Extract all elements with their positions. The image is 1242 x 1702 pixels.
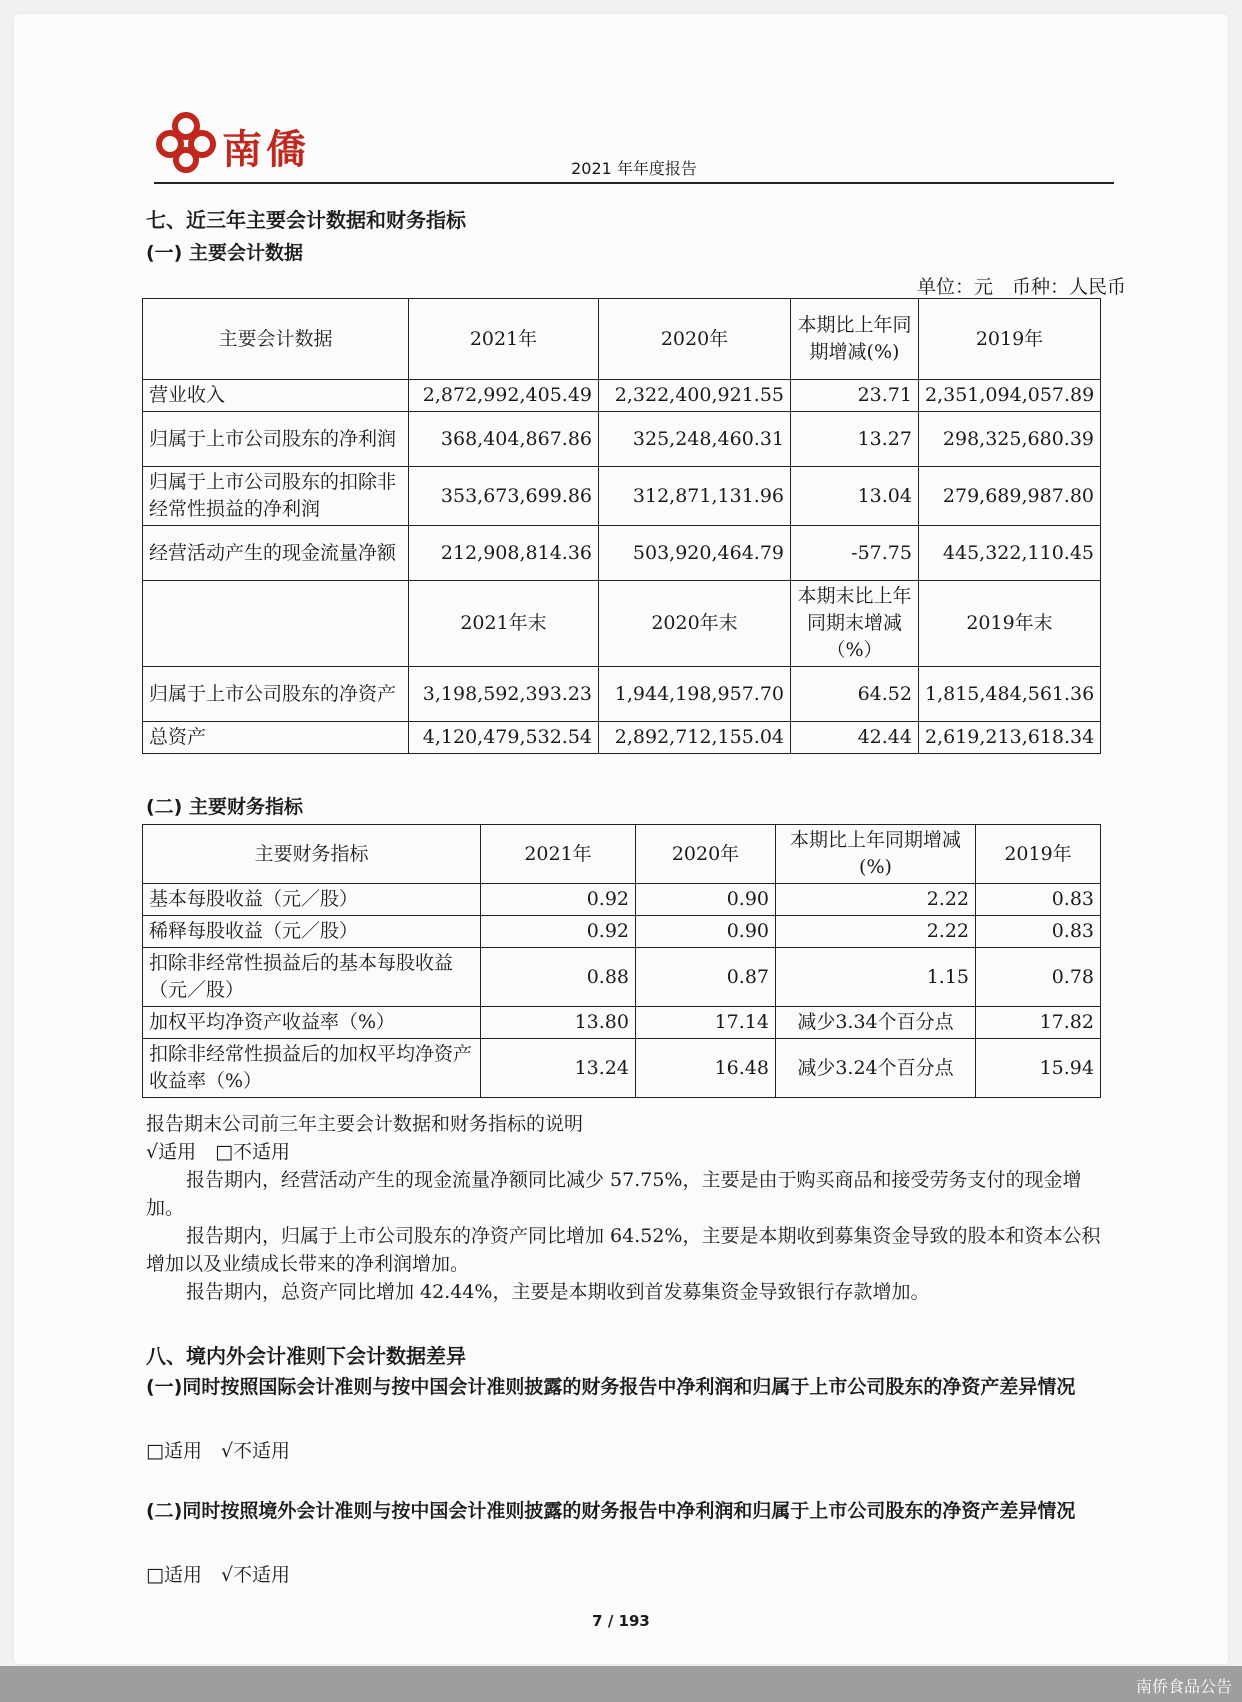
note-applicability: √适用 □不适用 <box>146 1141 291 1163</box>
table-row <box>143 467 1101 526</box>
value-cell: 503,920,464.79 <box>599 526 791 581</box>
value-cell: 368,404,867.86 <box>409 412 599 467</box>
section-8-item-1: (一)同时按照国际会计准则与按中国会计准则披露的财务报告中净利润和归属于上市公司股东的净资产差异情况 <box>146 1376 1076 1398</box>
value-cell: 2,351,094,057.89 <box>919 380 1101 412</box>
header-cell: 2021年末 <box>409 581 599 667</box>
section-8-title: 八、境内外会计准则下会计数据差异 <box>146 1344 466 1368</box>
row-label-cell: 基本每股收益（元／股） <box>143 884 481 916</box>
note-paragraph-3: 报告期内，总资产同比增加 42.44%，主要是本期收到首发募集资金导致银行存款增加。 <box>186 1281 930 1303</box>
header-cell: 2020年末 <box>599 581 791 667</box>
value-cell: 279,689,987.80 <box>919 467 1101 526</box>
section-8-item-1-option: □适用 √不适用 <box>146 1440 291 1462</box>
unit-label: 单位：元 币种：人民币 <box>916 276 1126 298</box>
value-cell: 17.82 <box>976 1007 1101 1039</box>
value-cell: 减少3.24个百分点 <box>776 1039 976 1098</box>
table-header-row <box>143 299 1101 380</box>
header-cell: 2019年 <box>976 825 1101 884</box>
value-cell: 23.71 <box>791 380 919 412</box>
value-cell: 0.92 <box>481 884 636 916</box>
value-cell: 4,120,479,532.54 <box>409 722 599 754</box>
note-paragraph-2: 报告期内，归属于上市公司股东的净资产同比增加 64.52%，主要是本期收到募集资金导致的股本和资本公积增加以及业绩成长带来的净利润增加。 <box>146 1225 1101 1275</box>
value-cell: 减少3.34个百分点 <box>776 1007 976 1039</box>
value-cell: 17.14 <box>636 1007 776 1039</box>
table-row <box>143 1007 1101 1039</box>
table-header-row <box>143 581 1101 667</box>
value-cell: 13.04 <box>791 467 919 526</box>
value-cell: 298,325,680.39 <box>919 412 1101 467</box>
row-label-cell: 总资产 <box>143 722 409 754</box>
row-label-cell: 加权平均净资产收益率（%） <box>143 1007 481 1039</box>
value-cell: 325,248,460.31 <box>599 412 791 467</box>
table-header-row <box>143 825 1101 884</box>
value-cell: 1,944,198,957.70 <box>599 667 791 722</box>
value-cell: 2,892,712,155.04 <box>599 722 791 754</box>
header-cell: 2021年 <box>409 299 599 380</box>
value-cell: 0.78 <box>976 948 1101 1007</box>
value-cell: 0.92 <box>481 916 636 948</box>
table-row <box>143 948 1101 1007</box>
value-cell: 0.83 <box>976 916 1101 948</box>
note-paragraph-1: 报告期内，经营活动产生的现金流量净额同比减少 57.75%，主要是由于购买商品和接受劳务支付的现金增加。 <box>146 1169 1082 1219</box>
value-cell: 353,673,699.86 <box>409 467 599 526</box>
value-cell: -57.75 <box>791 526 919 581</box>
header-cell: 主要会计数据 <box>143 299 409 380</box>
value-cell: 2,322,400,921.55 <box>599 380 791 412</box>
row-label-cell: 归属于上市公司股东的扣除非经常性损益的净利润 <box>143 467 409 526</box>
value-cell: 445,322,110.45 <box>919 526 1101 581</box>
value-cell: 42.44 <box>791 722 919 754</box>
footer-bar <box>0 1666 1242 1702</box>
table-row <box>143 667 1101 722</box>
row-label-cell: 扣除非经常性损益后的加权平均净资产收益率（%） <box>143 1039 481 1098</box>
table-row <box>143 526 1101 581</box>
section-8-item-2-option: □适用 √不适用 <box>146 1564 291 1586</box>
report-title: 2021 年年度报告 <box>571 159 697 178</box>
value-cell: 0.88 <box>481 948 636 1007</box>
header-cell: 本期比上年同期增减(%) <box>776 825 976 884</box>
header-cell: 本期末比上年同期末增减（%） <box>791 581 919 667</box>
table-row <box>143 884 1101 916</box>
value-cell: 312,871,131.96 <box>599 467 791 526</box>
value-cell: 2,619,213,618.34 <box>919 722 1101 754</box>
value-cell: 13.80 <box>481 1007 636 1039</box>
page-number: 7 / 193 <box>592 1612 650 1630</box>
table-row <box>143 916 1101 948</box>
value-cell: 0.90 <box>636 884 776 916</box>
value-cell: 2.22 <box>776 884 976 916</box>
logo-text: 南僑 <box>222 127 310 173</box>
table-row <box>143 412 1101 467</box>
value-cell: 16.48 <box>636 1039 776 1098</box>
value-cell: 3,198,592,393.23 <box>409 667 599 722</box>
table-row <box>143 722 1101 754</box>
section-7-title: 七、近三年主要会计数据和财务指标 <box>146 208 466 232</box>
table-row <box>143 1039 1101 1098</box>
note-title: 报告期末公司前三年主要会计数据和财务指标的说明 <box>146 1113 584 1135</box>
header-cell: 本期比上年同期增减(%) <box>791 299 919 380</box>
header-cell: 2021年 <box>481 825 636 884</box>
value-cell: 13.24 <box>481 1039 636 1098</box>
header-cell: 2020年 <box>599 299 791 380</box>
table-row <box>143 380 1101 412</box>
value-cell: 15.94 <box>976 1039 1101 1098</box>
section-8-item-2: (二)同时按照境外会计准则与按中国会计准则披露的财务报告中净利润和归属于上市公司股东的净资产差异情况 <box>146 1500 1076 1522</box>
value-cell: 0.90 <box>636 916 776 948</box>
row-label-cell: 归属于上市公司股东的净利润 <box>143 412 409 467</box>
subsection-1-title: (一) 主要会计数据 <box>146 242 303 264</box>
row-label-cell: 营业收入 <box>143 380 409 412</box>
watermark-text: 南侨食品公告 <box>1135 1677 1232 1696</box>
subsection-2-title: (二) 主要财务指标 <box>146 796 303 818</box>
value-cell: 64.52 <box>791 667 919 722</box>
value-cell: 0.83 <box>976 884 1101 916</box>
header-cell <box>143 581 409 667</box>
row-label-cell: 稀释每股收益（元／股） <box>143 916 481 948</box>
value-cell: 2,872,992,405.49 <box>409 380 599 412</box>
value-cell: 212,908,814.36 <box>409 526 599 581</box>
financial-indicators-table <box>142 824 1101 1098</box>
header-cell: 主要财务指标 <box>143 825 481 884</box>
header-cell: 2019年末 <box>919 581 1101 667</box>
row-label-cell: 扣除非经常性损益后的基本每股收益（元／股） <box>143 948 481 1007</box>
page-header <box>154 110 1114 184</box>
value-cell: 1,815,484,561.36 <box>919 667 1101 722</box>
value-cell: 1.15 <box>776 948 976 1007</box>
value-cell: 0.87 <box>636 948 776 1007</box>
value-cell: 13.27 <box>791 412 919 467</box>
row-label-cell: 归属于上市公司股东的净资产 <box>143 667 409 722</box>
accounting-data-table <box>142 298 1101 754</box>
row-label-cell: 经营活动产生的现金流量净额 <box>143 526 409 581</box>
header-cell: 2019年 <box>919 299 1101 380</box>
header-cell: 2020年 <box>636 825 776 884</box>
value-cell: 2.22 <box>776 916 976 948</box>
